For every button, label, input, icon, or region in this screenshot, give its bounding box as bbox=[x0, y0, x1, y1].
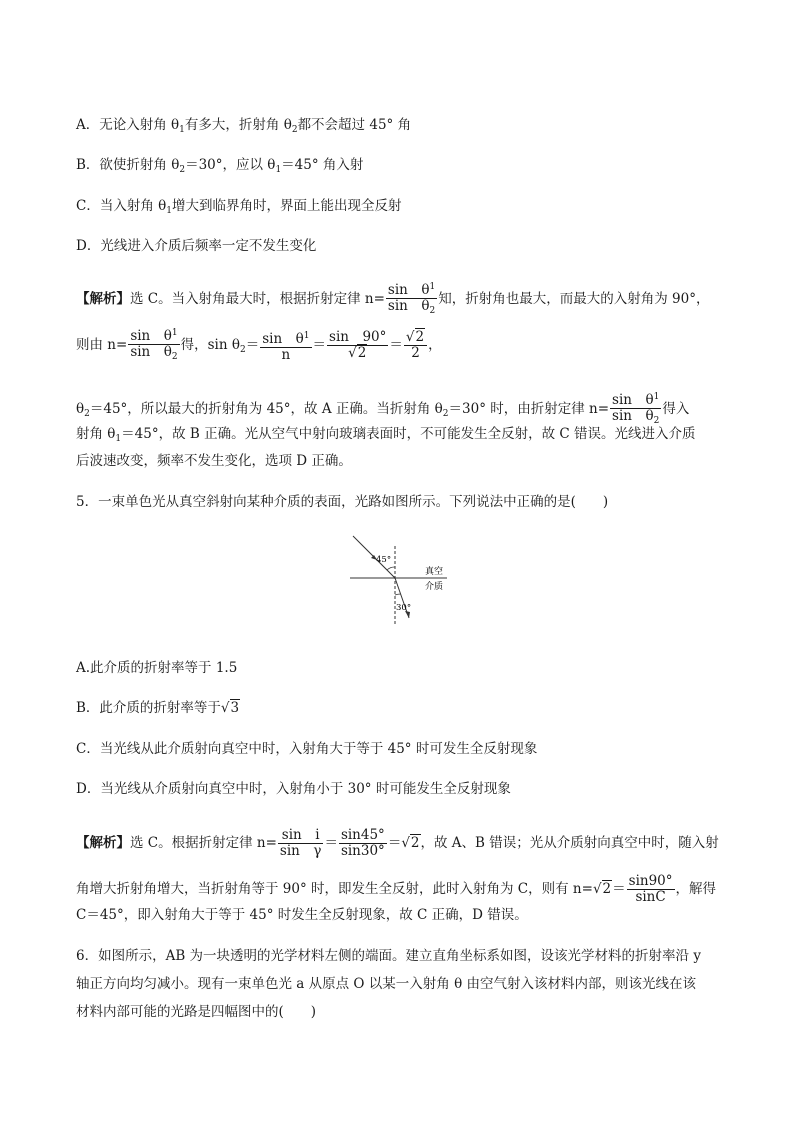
denominator: sin30° bbox=[340, 843, 385, 859]
text: C．当入射角 θ bbox=[76, 198, 167, 214]
text: ， bbox=[428, 337, 442, 353]
fraction bbox=[260, 329, 311, 363]
superscript: 1 bbox=[303, 330, 310, 341]
q4-analysis-line-4 bbox=[76, 425, 696, 448]
text: 角增大折射角增大，当折射角等于 90° 时，即发生全反射，此时入射角为 C，则有 n= bbox=[76, 881, 593, 897]
text: 选 C。当入射角最大时，根据折射定律 n= bbox=[130, 291, 385, 307]
subscript: 2 bbox=[653, 416, 660, 426]
fraction bbox=[278, 828, 324, 859]
sqrt: √3 bbox=[220, 700, 240, 716]
fraction bbox=[404, 330, 427, 361]
denominator: sin θ bbox=[612, 408, 654, 424]
q4-option-b bbox=[76, 156, 363, 179]
superscript: 1 bbox=[171, 328, 178, 338]
subscript: 1 bbox=[166, 206, 172, 216]
q4-option-d: D．光线进入介质后频率一定不发生变化 bbox=[76, 238, 317, 254]
numerator: sin θ bbox=[262, 330, 304, 347]
text: 则由 n= bbox=[76, 337, 128, 353]
angle-label-top: 45° bbox=[376, 555, 392, 565]
fraction bbox=[128, 326, 179, 365]
text: 得入 bbox=[662, 401, 690, 417]
text: ＝45°，故 B 正确。光从空气中射向玻璃表面时，不可能发生全反射，故 C 错误。光线进入介质 bbox=[121, 426, 696, 442]
q4-analysis-line-2 bbox=[76, 326, 442, 365]
q5-option-d: D．当光线从介质射向真空中时，入射角小于 30° 时可能发生全反射现象 bbox=[76, 781, 511, 797]
q4-analysis-line-3 bbox=[76, 390, 689, 429]
text: 射角 θ bbox=[76, 426, 116, 442]
fraction bbox=[627, 874, 675, 905]
numerator: sin θ bbox=[130, 328, 172, 344]
radicand: 2 bbox=[415, 329, 425, 345]
text: ＝45°，所以最大的折射角为 45°，故 A 正确。当折射角 θ bbox=[89, 401, 443, 417]
subscript: 1 bbox=[275, 165, 282, 175]
sqrt: √2 bbox=[401, 835, 420, 851]
text: 得，sin θ bbox=[180, 337, 240, 353]
text: ＝ bbox=[312, 337, 327, 353]
refraction-diagram bbox=[345, 532, 455, 624]
q6-line-3: 材料内部可能的光路是四幅图中的( ) bbox=[76, 1004, 317, 1020]
numerator: sin90° bbox=[628, 873, 673, 889]
q6-line-1: 6．如图所示，AB 为一块透明的光学材料左侧的端面。建立直角坐标系如图，设该光学材料的折射率沿 y bbox=[76, 948, 701, 964]
text: ＝30° 时，由折射定律 n= bbox=[448, 401, 610, 417]
text: A．无论入射角 θ bbox=[76, 117, 180, 133]
denominator: 2 bbox=[411, 345, 420, 361]
q5-analysis-line-3: C＝45°，即入射角大于等于 45° 时发生全反射现象，故 C 正确，D 错误。 bbox=[76, 907, 528, 923]
numerator: √2 bbox=[404, 330, 427, 346]
denominator: √2 bbox=[348, 345, 367, 361]
fraction bbox=[386, 280, 437, 319]
label-vacuum: 真空 bbox=[425, 567, 444, 577]
text: ，解得 bbox=[675, 881, 717, 897]
sqrt: √2 bbox=[592, 881, 612, 897]
text: 都不会超过 45° 角 bbox=[297, 117, 412, 133]
text: 增大到临界角时，界面上能出现全反射 bbox=[171, 198, 402, 214]
subscript: 1 bbox=[179, 125, 185, 135]
subscript: 2 bbox=[179, 165, 186, 175]
q4-analysis-line-5: 后波速改变，频率不发生变化，选项 D 正确。 bbox=[76, 453, 352, 469]
q4-option-a bbox=[76, 116, 411, 139]
subscript: 2 bbox=[442, 409, 449, 419]
text: θ bbox=[76, 401, 85, 417]
analysis-tag: 【解析】 bbox=[76, 291, 130, 307]
angle-label-bottom: 30° bbox=[396, 603, 412, 613]
subscript: 2 bbox=[291, 125, 298, 135]
angle-arc-bottom bbox=[395, 594, 401, 595]
q5-analysis-line-1 bbox=[76, 828, 719, 859]
numerator: sin 90° bbox=[329, 329, 387, 345]
text: ＝ bbox=[387, 835, 402, 851]
text: 选 C。根据折射定律 n= bbox=[130, 835, 277, 851]
q5-option-a: A.此介质的折射率等于 1.5 bbox=[76, 660, 238, 676]
label-medium: 介质 bbox=[425, 582, 444, 592]
text: B．欲使折射角 θ bbox=[76, 157, 180, 173]
denominator: sin θ bbox=[387, 298, 430, 314]
numerator: sin θ bbox=[612, 392, 654, 408]
q5-option-b bbox=[76, 699, 240, 717]
radicand: 2 bbox=[357, 345, 367, 361]
fraction bbox=[327, 330, 388, 361]
q5-stem: 5．一束单色光从真空斜射向某种介质的表面，光路如图所示。下列说法中正确的是( ) bbox=[76, 494, 609, 510]
subscript: 2 bbox=[429, 306, 436, 316]
superscript: 1 bbox=[653, 392, 660, 402]
subscript: 2 bbox=[171, 352, 178, 362]
text: ，故 A、B 错误；光从介质射向真空中时，随入射 bbox=[420, 835, 719, 851]
subscript: 1 bbox=[115, 434, 122, 444]
text: 有多大，折射角 θ bbox=[184, 117, 292, 133]
q5-analysis-line-2 bbox=[76, 874, 716, 905]
q4-analysis-line-1 bbox=[76, 280, 709, 319]
denominator: sin θ bbox=[130, 344, 172, 360]
text: ＝ bbox=[245, 337, 260, 353]
q5-option-c: C．当光线从此介质射向真空中时，入射角大于等于 45° 时可发生全反射现象 bbox=[76, 741, 538, 757]
fraction bbox=[610, 390, 661, 429]
numerator: sin45° bbox=[340, 827, 385, 843]
q6-line-2: 轴正方向均匀减小。现有一束单色光 a 从原点 O 以某一入射角 θ 由空气射入该材料内部，则该光线在该 bbox=[76, 976, 696, 992]
superscript: 1 bbox=[429, 282, 436, 292]
text: ＝ bbox=[389, 337, 403, 353]
angle-arc-top bbox=[387, 567, 395, 570]
subscript: 2 bbox=[84, 409, 90, 419]
denominator: n bbox=[281, 346, 291, 363]
text: ＝ bbox=[324, 835, 338, 851]
text: ＝45° 角入射 bbox=[281, 157, 364, 173]
radicand: 2 bbox=[410, 835, 420, 851]
denominator: sin γ bbox=[279, 843, 322, 859]
text: 知，折射角也最大，而最大的入射角为 90°， bbox=[438, 291, 710, 307]
q4-option-c bbox=[76, 197, 401, 220]
radicand: 3 bbox=[230, 700, 240, 716]
numerator: sin i bbox=[278, 828, 324, 844]
subscript: 2 bbox=[239, 345, 246, 355]
text: B．此介质的折射率等于 bbox=[76, 700, 221, 716]
text: ＝30°，应以 θ bbox=[185, 157, 276, 173]
radicand: 2 bbox=[602, 881, 612, 897]
text: ＝ bbox=[612, 881, 626, 897]
analysis-tag: 【解析】 bbox=[76, 835, 130, 851]
fraction bbox=[339, 828, 387, 859]
numerator: sin θ bbox=[387, 282, 430, 298]
denominator: sinC bbox=[635, 889, 666, 905]
